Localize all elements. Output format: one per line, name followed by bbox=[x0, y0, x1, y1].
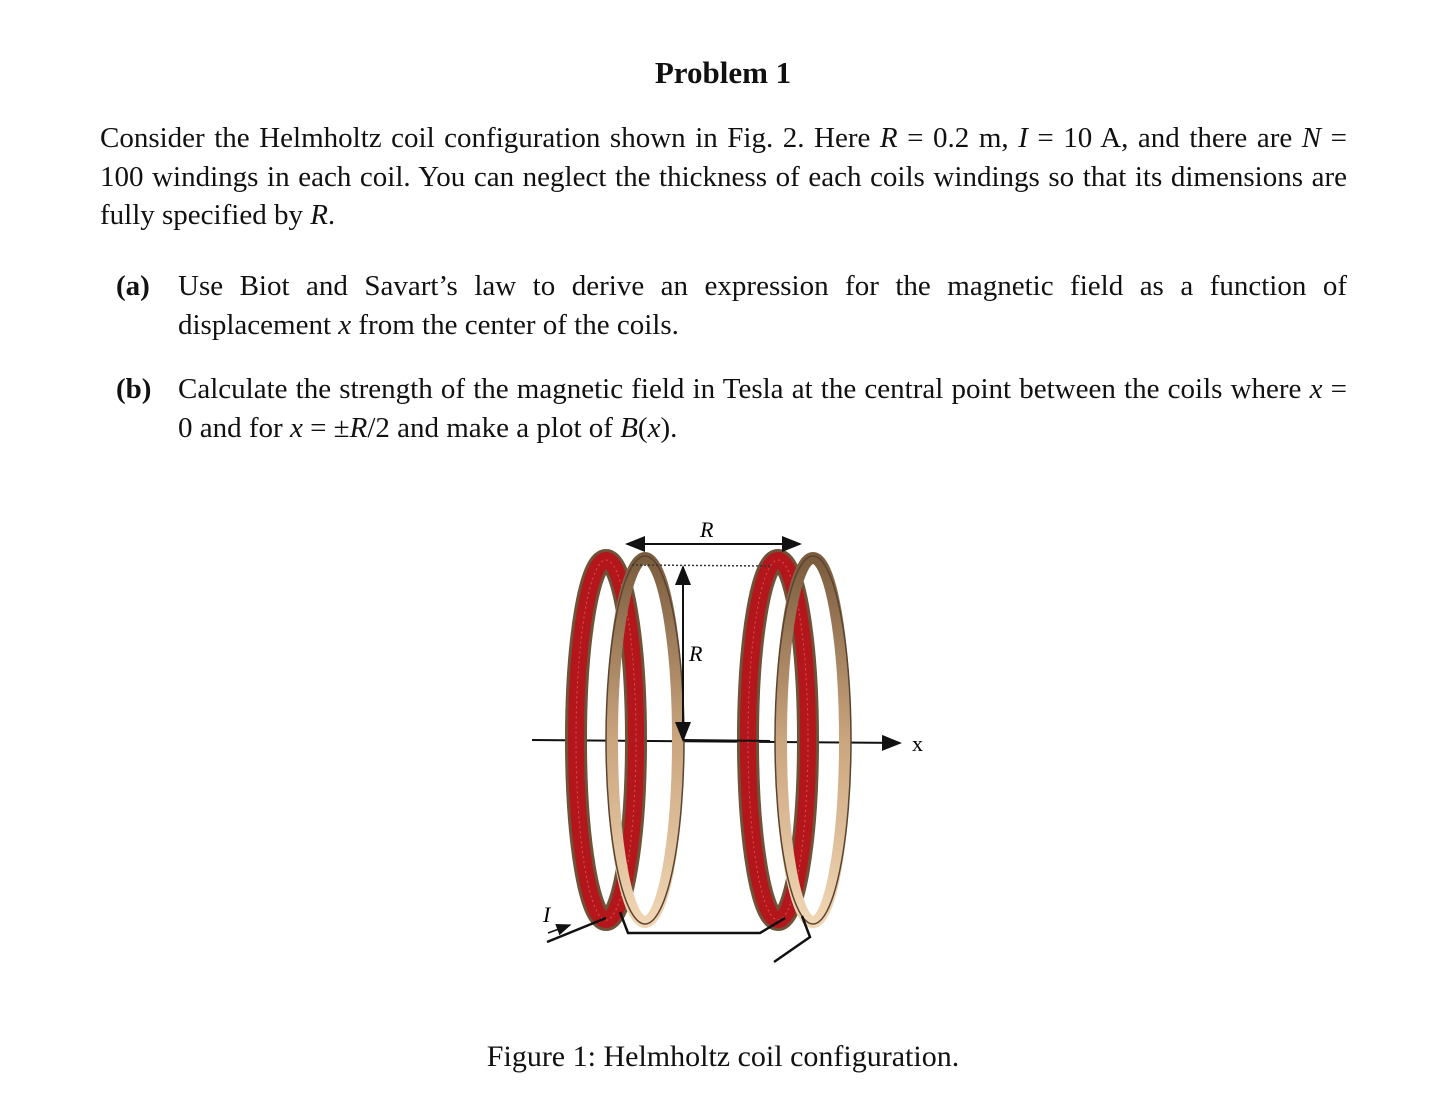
figure-caption: Figure 1: Helmholtz coil configuration. bbox=[486, 1040, 960, 1073]
part-b-label: (b) bbox=[116, 373, 152, 405]
math-symbol: x bbox=[338, 308, 352, 341]
math-symbol: B bbox=[620, 411, 638, 444]
math-symbol: R bbox=[879, 122, 898, 154]
text-run: from the center of the coils. bbox=[351, 308, 679, 341]
math-symbol: R bbox=[349, 411, 368, 444]
math-symbol: x bbox=[647, 411, 661, 444]
math-symbol: x bbox=[1309, 373, 1323, 405]
text-run: . bbox=[327, 199, 336, 231]
text-run: /2 and make a plot of bbox=[367, 411, 621, 444]
text-run: ( bbox=[637, 411, 648, 444]
part-a-label: (a) bbox=[116, 270, 150, 302]
dotted-guide bbox=[632, 565, 772, 566]
text-run: = 0.2 m, bbox=[897, 122, 1019, 154]
axis-label: x bbox=[912, 731, 923, 756]
text-run: = 100 windings in each coil. You can neglect the thickness of each coils windings so that its dimensions are fully specified by bbox=[100, 122, 1347, 231]
text-run: Calculate the strength of the magnetic field in Tesla at the central point between the coils where bbox=[178, 373, 1310, 405]
math-symbol: R bbox=[310, 199, 328, 231]
current-arrow bbox=[548, 925, 570, 933]
text-run: = ± bbox=[302, 411, 350, 444]
text-run: Use Biot and Savart’s law to derive an expression for the magnetic field as a function of displacement bbox=[178, 270, 1347, 341]
math-symbol: x bbox=[289, 411, 303, 444]
separation-label: R bbox=[700, 517, 714, 542]
math-symbol: N bbox=[1301, 122, 1322, 154]
radius-label: R bbox=[689, 641, 703, 666]
text-run: ). bbox=[660, 411, 678, 444]
text-run: = 10 A, and there are bbox=[1027, 122, 1302, 154]
text-run: = 0 and for bbox=[178, 373, 1347, 444]
problem-title: Problem 1 bbox=[654, 55, 792, 90]
current-label: I bbox=[543, 902, 551, 927]
math-symbol: I bbox=[1018, 122, 1028, 154]
text-run: Consider the Helmholtz coil configuration shown in Fig. 2. Here bbox=[100, 122, 880, 154]
